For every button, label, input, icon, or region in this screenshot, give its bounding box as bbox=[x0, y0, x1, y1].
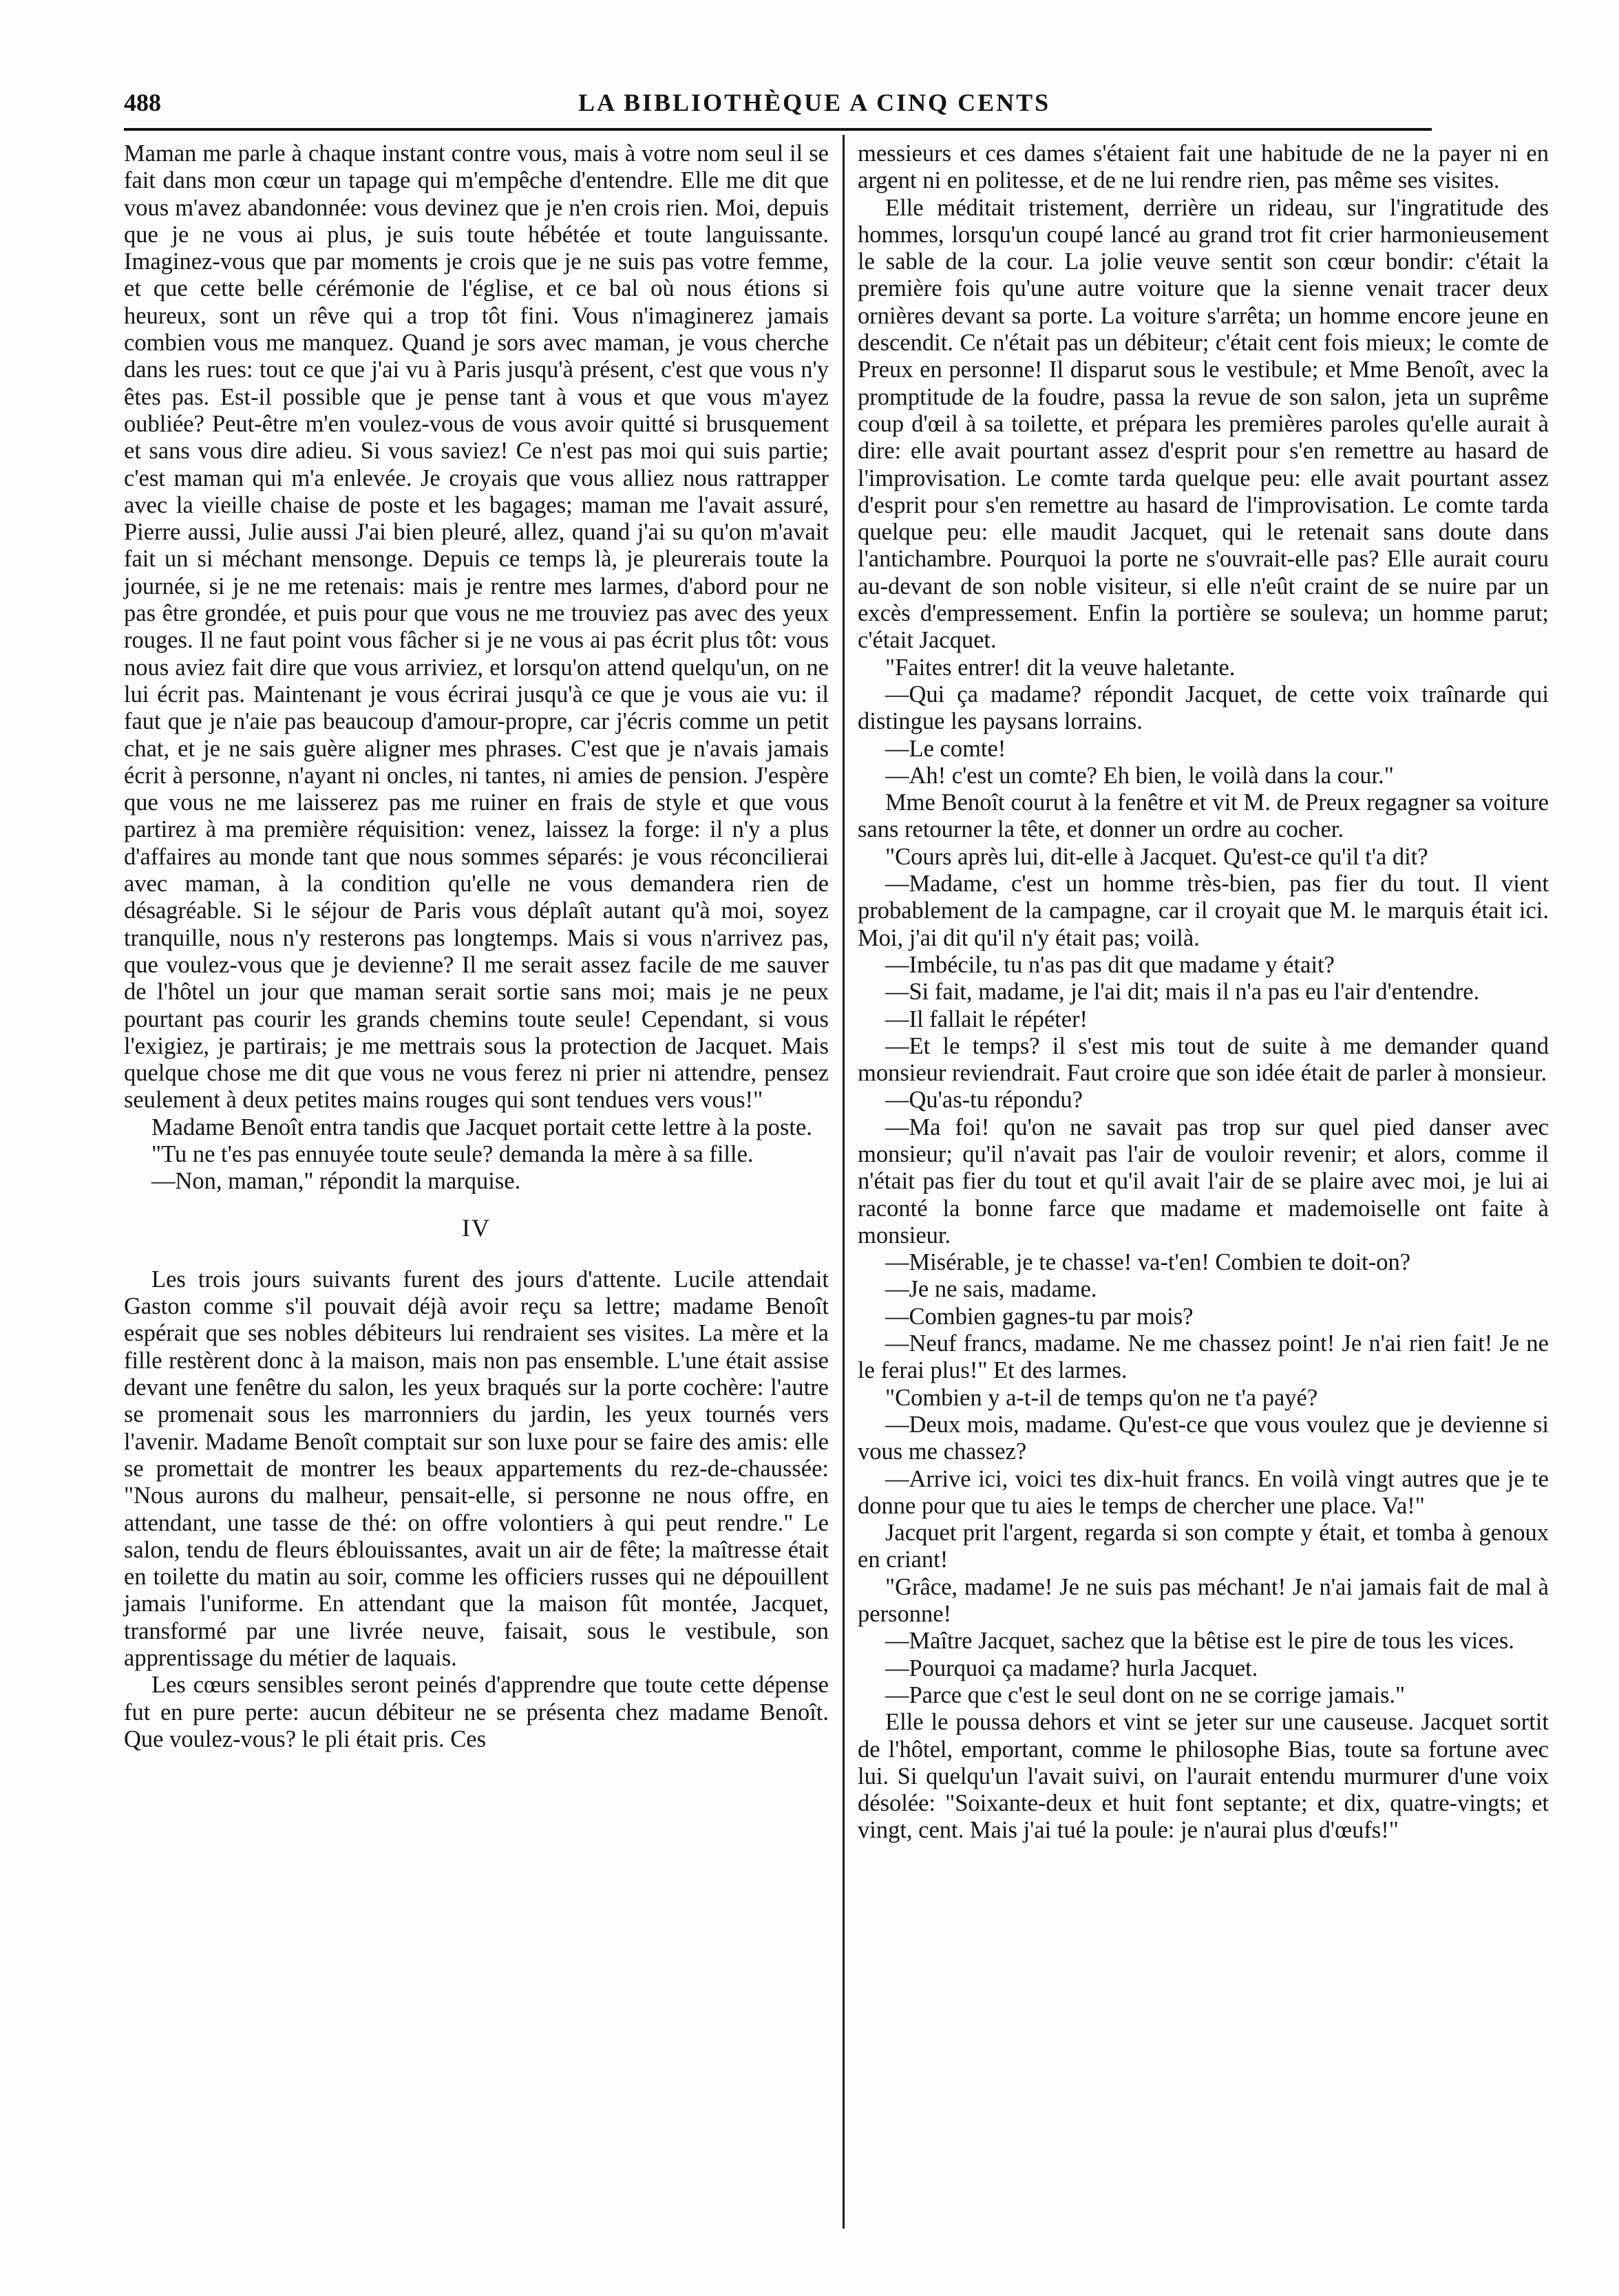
page-number: 488 bbox=[124, 89, 161, 116]
section-title: IV bbox=[462, 1213, 491, 1242]
running-title: LA BIBLIOTHÈQUE A CINQ CENTS bbox=[578, 89, 1051, 116]
paragraph: —Qui ça madame? répondit Jacquet, de cette voix traînarde qui distingue les paysans lorrains. bbox=[858, 681, 1549, 735]
paragraph: —Si fait, madame, je l'ai dit; mais il n'a pas eu l'air d'entendre. bbox=[885, 979, 1480, 1006]
paragraph: —Pourquoi ça madame? hurla Jacquet. bbox=[885, 1655, 1258, 1681]
paragraph: —Deux mois, madame. Qu'est-ce que vous voulez que je devienne si vous me chassez? bbox=[858, 1411, 1549, 1465]
paragraph: —Je ne sais, madame. bbox=[885, 1276, 1097, 1303]
paragraph: Elle le poussa dehors et vint se jeter sur une causeuse. Jacquet sortit de l'hôtel, emportant, comme le philosophe Bias, toute sa fortune avec lui. Si quelqu'un l'avait suivi, on l'aurait entendu murmurer d'une voix désolée: "Soixante-deux et huit font septante; et dix, quatre-vingts; et vingt, cent. Mais j'ai tué la poule: je n'aurai plus d'œufs!" bbox=[858, 1709, 1549, 1844]
paragraph: —Qu'as-tu répondu? bbox=[885, 1087, 1083, 1114]
paragraph: Les trois jours suivants furent des jours d'attente. Lucile attendait Gaston comme s'il pouvait déjà avoir reçu sa lettre; madame Benoît espérait que ses nobles débiteurs lui rendraient ses visites. La mère et la fille restèrent donc à la maison, mais non pas ensemble. L'une était assise devant une fenêtre du salon, les yeux braqués sur la porte cochère: l'autre se promenait sous les marronniers du jardin, les yeux tournés vers l'avenir. Madame Benoît comptait sur son luxe pour se faire des amis: elle se promettait de montrer les beaux appartements du rez-de-chaussée: "Nous aurons du malheur, pensait-elle, si personne ne nous offre, en attendant, une tasse de thé: on offre volontiers à qui peut rendre." Le salon, tendu de fleurs éblouissantes, avait un air de fête; la maîtresse était en toilette du matin au soir, comme les officiers russes qui ne dépouillent jamais l'uniforme. En attendant que la maison fût montée, Jacquet, transformé par une livrée neuve, faisait, sous le vestibule, son apprentissage du métier de laquais. bbox=[124, 1266, 829, 1672]
paragraph: —Et le temps? il s'est mis tout de suite à me demander quand monsieur reviendrait. Faut croire que son idée était de parler à monsieur. bbox=[858, 1032, 1549, 1087]
right-column bbox=[858, 140, 1549, 1845]
paragraph: "Grâce, madame! Je ne suis pas méchant! Je n'ai jamais fait de mal à personne! bbox=[858, 1573, 1549, 1628]
paragraph: "Faites entrer! dit la veuve haletante. bbox=[885, 654, 1236, 681]
paragraph: "Combien y a-t-il de temps qu'on ne t'a payé? bbox=[885, 1384, 1318, 1411]
header-rule bbox=[124, 128, 1432, 131]
paragraph: —Imbécile, tu n'as pas dit que madame y était? bbox=[885, 951, 1335, 978]
paragraph: —Parce que c'est le seul dont on ne se corrige jamais." bbox=[885, 1681, 1406, 1708]
paragraph: Elle méditait tristement, derrière un rideau, sur l'ingratitude des hommes, lorsqu'un coupé lancé au grand trot fit crier harmonieusement le sable de la cour. La jolie veuve sentit son cœur bondir: c'était la première fois qu'une autre voiture que la sienne venait tracer deux ornières devant sa porte. La voiture s'arrêta; un homme encore jeune en descendit. Ce n'était pas un débiteur; c'était cent fois mieux; le comte de Preux en personne! Il disparut sous le vestibule; et Mme Benoît, avec la promptitude de la foudre, passa la revue de son salon, jeta un suprême coup d'œil à sa toilette, et prépara les premières paroles qu'elle aurait à dire: elle avait pourtant assez d'esprit pour s'en remettre au hasard de l'improvisation. Le comte tarda quelque peu: elle avait pourtant assez d'esprit pour s'en remettre au hasard de l'improvisation. Le comte tarda quelque peu: elle maudit Jacquet, qui le retenait sans doute dans l'antichambre. Pourquoi la porte ne s'ouvrait-elle pas? Elle aurait couru au-devant de son noble visiteur, si elle n'eût craint de se nuire par un excès d'empressement. Enfin la portière se souleva; un homme parut; c'était Jacquet. bbox=[858, 194, 1549, 654]
paragraph: —Ah! c'est un comte? Eh bien, le voilà dans la cour." bbox=[885, 762, 1394, 789]
paragraph: Les cœurs sensibles seront peinés d'apprendre que toute cette dépense fut en pure perte: aucun débiteur ne se présenta chez madame Benoît. Que voulez-vous? le pli était pris. Ces bbox=[124, 1672, 829, 1752]
paragraph: Maman me parle à chaque instant contre vous, mais à votre nom seul il se fait dans mon cœur un tapage qui m'empêche d'entendre. Elle me dit que vous m'avez abandonnée: vous devinez que je n'en crois rien. Moi, depuis que je ne vous ai plus, je suis toute hébétée et toute languissante. Imaginez-vous que par moments je crois que je ne suis pas votre femme, et que cette belle cérémonie de l'église, et ce bal où nous étions si heureux, sont un rêve qui a trop tôt fini. Vous n'imaginerez jamais combien vous me manquez. Quand je sors avec maman, je vous cherche dans les rues: tout ce que j'ai vu à Paris jusqu'à présent, c'est que vous n'y êtes pas. Est-il possible que je pense tant à vous et que vous m'ayez oubliée? Peut-être m'en voulez-vous de vous avoir quitté si brusquement et sans vous dire adieu. Si vous saviez! Ce n'est pas moi qui suis partie; c'est maman qui m'a enlevée. Je croyais que vous alliez nous rattrapper avec la vieille chaise de poste et les bagages; maman me l'avait assuré, Pierre aussi, Julie aussi J'ai bien pleuré, allez, quand j'ai su qu'on m'avait fait un si méchant mensonge. Depuis ce temps là, je pleurerais toute la journée, si je ne me retenais: mais je rentre mes larmes, d'abord pour ne pas être grondée, et puis pour que vous ne me trouviez pas avec des yeux rouges. Il ne faut point vous fâcher si je ne vous ai pas écrit plus tôt: vous nous aviez fait dire que vous arriviez, et lorsqu'on attend quelqu'un, on ne lui écrit pas. Maintenant je vous écrirai jusqu'à ce que je vous aie vu: il faut que je n'aie pas beaucoup d'amour-propre, car j'écris comme un petit chat, et je ne sais guère aligner mes phrases. C'est que je n'avais jamais écrit à personne, n'ayant ni oncles, ni tantes, ni amies de pension. J'espère que vous ne me laisserez pas me ruiner en frais de style et que vous partirez à ma première réquisition: venez, laissez la forge: il n'y a plus d'affaires au monde tant que nous sommes séparés: je vous réconcilierai avec maman, à la condition qu'elle ne vous demandera rien de désagréable. Si le séjour de Paris vous déplaît autant qu'à moi, soyez tranquille, nous n'y resterons pas longtemps. Mais si vous n'arrivez pas, que voulez-vous que je devienne? Il me serait assez facile de me sauver de l'hôtel un jour que maman serait sortie sans moi; mais je ne peux pourtant pas courir les grands chemins toute seule! Cependant, si vous l'exigiez, je partirais; je me mettrais sous la protection de Jacquet. Mais quelque chose me dit que vous ne vous ferez ni prier ni attendre, pensez seulement à deux petites mains rouges qui sont tendues vers vous!" bbox=[124, 140, 829, 1114]
paragraph: —Misérable, je te chasse! va-t'en! Combien te doit-on? bbox=[885, 1249, 1411, 1276]
page-header bbox=[124, 88, 1432, 129]
paragraph: —Il fallait le répéter! bbox=[885, 1006, 1088, 1032]
left-column bbox=[124, 140, 829, 1753]
paragraph: —Arrive ici, voici tes dix-huit francs. En voilà vingt autres que je te donne pour que tu aies le temps de chercher une place. Va!" bbox=[858, 1465, 1549, 1519]
paragraph: "Tu ne t'es pas ennuyée toute seule? demanda la mère à sa fille. bbox=[151, 1140, 754, 1167]
paragraph: —Le comte! bbox=[885, 735, 1006, 762]
paragraph: —Neuf francs, madame. Ne me chassez point! Je n'ai rien fait! Je ne le ferai plus!" Et des larmes. bbox=[858, 1330, 1549, 1384]
paragraph: messieurs et ces dames s'étaient fait une habitude de ne la payer ni en argent ni en politesse, et de ne lui rendre rien, pas même ses visites. bbox=[858, 140, 1549, 194]
paragraph: —Maître Jacquet, sachez que la bêtise est le pire de tous les vices. bbox=[885, 1628, 1514, 1655]
paragraph: Jacquet prit l'argent, regarda si son compte y était, et tomba à genoux en criant! bbox=[858, 1520, 1549, 1573]
paragraph: "Cours après lui, dit-elle à Jacquet. Qu'est-ce qu'il t'a dit? bbox=[885, 843, 1428, 870]
paragraph: —Combien gagnes-tu par mois? bbox=[885, 1303, 1194, 1330]
paragraph: —Ma foi! qu'on ne savait pas trop sur quel pied danser avec monsieur; qu'il n'avait pas l'air de vouloir revenir; et alors, comme il n'était pas fier du tout et qu'il avait l'air de se plaire avec moi, je lui ai raconté la bonne farce que madame et mademoiselle ont faite à monsieur. bbox=[858, 1114, 1549, 1248]
paragraph: Madame Benoît entra tandis que Jacquet portait cette lettre à la poste. bbox=[151, 1114, 812, 1140]
paragraph: —Madame, c'est un homme très-bien, pas fier du tout. Il vient probablement de la campagne, car il croyait que M. le marquis était ici. Moi, j'ai dit qu'il n'y était pas; voilà. bbox=[858, 871, 1549, 951]
column-divider bbox=[843, 135, 845, 2229]
paragraph: Mme Benoît courut à la fenêtre et vit M. de Preux regagner sa voiture sans retourner la tête, et donner un ordre au cocher. bbox=[858, 789, 1549, 843]
paragraph: —Non, maman," répondit la marquise. bbox=[151, 1168, 521, 1195]
